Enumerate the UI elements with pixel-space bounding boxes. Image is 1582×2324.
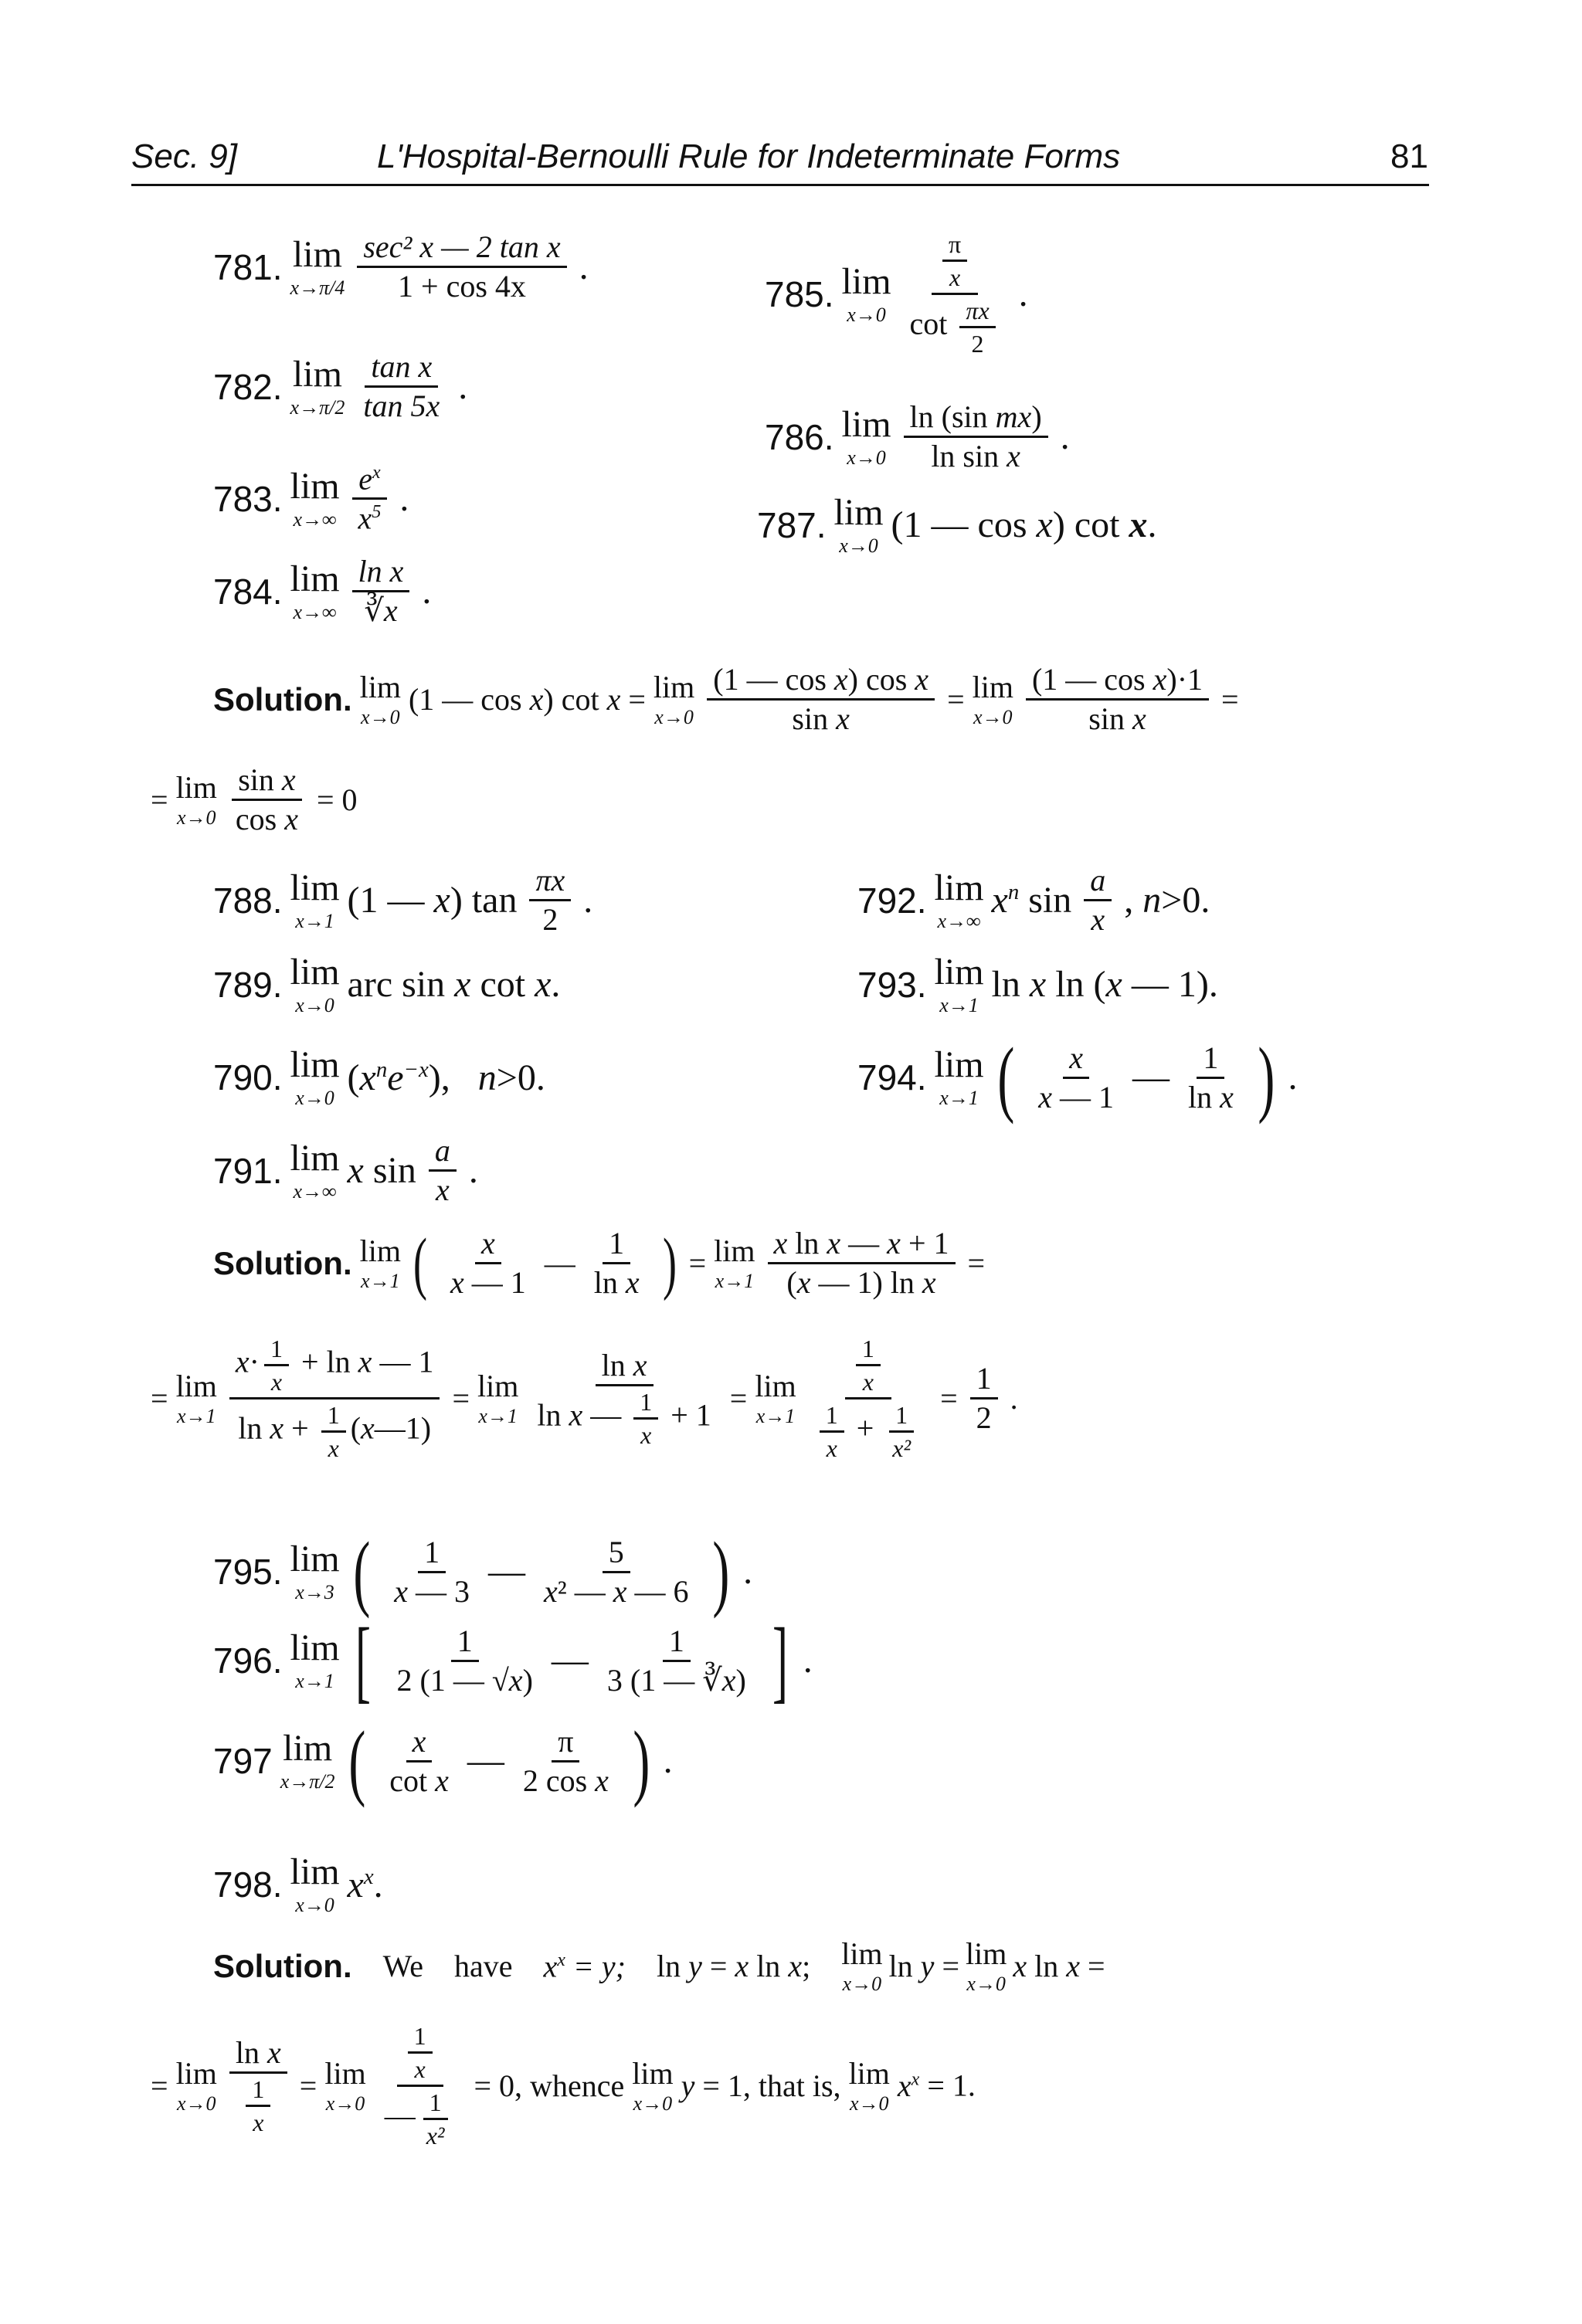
page-number: 81	[1390, 137, 1428, 175]
problem-793: 793. lim x→1 ln x ln (x — 1).	[857, 952, 1218, 1016]
problem-792: 792. lim x→∞ $x^n$ sin $\frac{a}{x}$ , n>0.	[857, 863, 1210, 937]
problem-786: 786. lim x→0 $\frac{\text{ln (sin mx)}}{\text{ln sin x}}$ .	[765, 399, 1070, 473]
problem-782: 782. lim x→π/2 $\frac{\text{tan x}}{\tan 5x}$ .	[213, 349, 468, 423]
running-header	[0, 137, 1582, 184]
solution-798-line2: = lim x→0 $\frac{\text{ln x}}{\frac{1}{x}}$ = lim x→0 $\frac{1}{x}$ — $\frac{1}{\text{x²}}$ = 0, whence lim x→0 y = 1, that is, lim x→0 $x^x = 1$.	[151, 2022, 976, 2149]
problem-794: 794. lim x→1 ( $\frac{x}{x — 1}$ — $\frac{1}{\text{ln x}}$ ) .	[857, 1030, 1298, 1125]
problem-788: 788. lim x→1 (1 — x) tan $\frac{\pi x}{2}$ .	[213, 863, 593, 937]
problem-785: 785. lim x→0 $\frac{\pi}{x}$ cot $\frac{\pi x}{2}$ .	[765, 230, 1028, 358]
problem-797: 797 lim x→π/2 ( $\frac{x}{\text{cot x}}$ — $\frac{\pi}{\text{2 cos x}}$ ) .	[213, 1714, 673, 1808]
problem-787: 787. lim x→0 (1 — cos x) cot x.	[757, 492, 1157, 557]
problem-795: 795. lim x→3 ( $\frac{1}{x — 3}$ — $\frac{5}{\text{x² — x — 6}}$ ) .	[213, 1525, 753, 1619]
solution-798-line1: Solution. We have $x^x = y$; ln y = x ln x; lim x→0 ln y = lim x→0 x ln x =	[213, 1936, 1105, 1995]
section-label: Sec. 9]	[131, 137, 237, 175]
problem-791: 791. lim x→∞ x sin $\frac{a}{x}$ .	[213, 1133, 478, 1207]
problem-796: 796. lim x→1 [ $\frac{1}{2 (1 — √x)}$ — $\frac{1}{3 (1 — ∛x)}$ ] .	[213, 1609, 813, 1712]
header-rule	[131, 184, 1429, 186]
problem-784: 784. lim x→∞ $\frac{\text{ln x}}{∛x}$ .	[213, 554, 432, 628]
problem-789: 789. lim x→0 arc sin x cot x.	[213, 952, 561, 1016]
problem-783: 783. lim x→∞ $\frac{e^x}{x^5}$ .	[213, 461, 409, 536]
problem-798: 798. lim x→0 $x^x$.	[213, 1851, 383, 1916]
solution-787-line2: = lim x→0 $\frac{\text{sin x}}{\text{cos x}}$ = 0	[151, 762, 358, 836]
page-title: L'Hospital-Bernoulli Rule for Indeterminate Forms	[377, 137, 1121, 175]
solution-794-line1: Solution. lim x→1 ( $\frac{x}{x — 1}$ — $\frac{1}{\text{ln x}}$ ) = lim x→1 $\frac{\text{x ln x — x + 1}}{\text{(x — 1) ln x}}$ =	[213, 1224, 986, 1301]
solution-787-line1: Solution. lim x→0 (1 — cos x) cot x = lim x→0 $\frac{\text{(1 — cos x) cos x}}{\text{sin x}}$ = lim x→0 $\frac{\text{(1 — cos x)·1}}{\text{sin x}}$ =	[213, 662, 1239, 736]
problem-781: 781. lim x→π/4 $\frac{\text{sec² x — 2 tan x}}{1 + \cos 4x}$ .	[213, 229, 589, 304]
solution-794-line2: = lim x→1 x· $\frac{1}{x}$ + ln x — 1 ln x + $\frac{1}{x}$ (x—1) = lim x→1 ln x ln x — $\frac{1}{x}$ + 1 = lim x→1 $\frac{1}{x}$ $\frac{1}{x}$ + $\frac{1}{\text{x²}}$ = $\frac{1}{2}$ .	[151, 1335, 1018, 1462]
problem-790: 790. lim x→0 $(x^ne^{-x})$, n>0.	[213, 1044, 545, 1109]
